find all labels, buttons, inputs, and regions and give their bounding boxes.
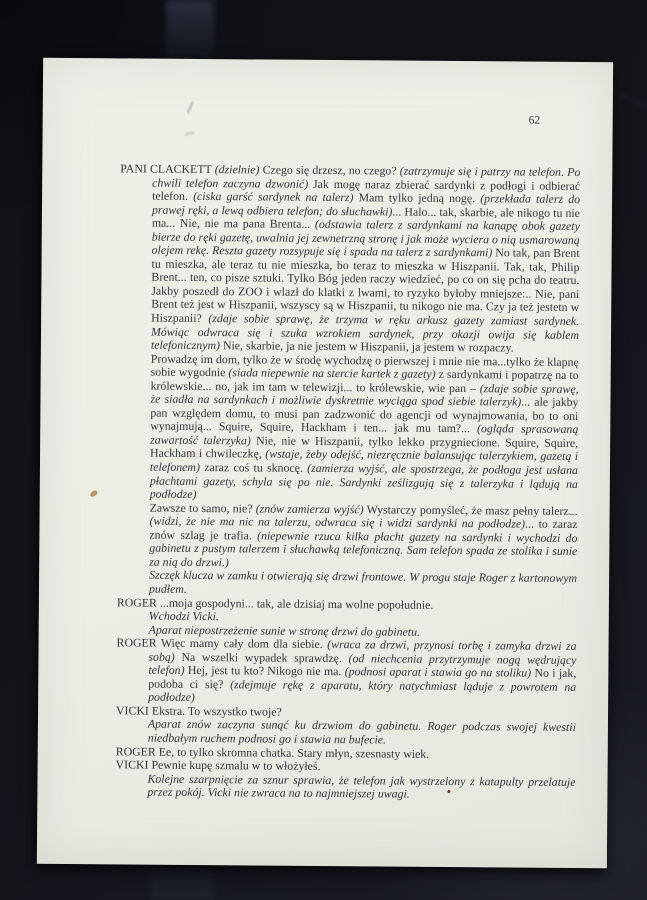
script-text bbox=[115, 162, 580, 802]
stage-direction-paragraph bbox=[118, 352, 579, 505]
dialogue-segment: Ee, to tylko skromna chatka. Stary młyn, szesnasty wiek. bbox=[158, 744, 430, 761]
stage-direction-segment: (zdaje sobie sprawę, że trzyma w ręku arkusz gazety zamiast sardynek. Mówiąc odwraca się i szuka wzrokiem sardynek, przy okazji owija się kablem telefonicznym) bbox=[150, 311, 580, 353]
stage-direction-segment: (siada niepewnie na stercie kartek z gazety) bbox=[228, 365, 436, 382]
pencil-smudge bbox=[186, 101, 194, 114]
dialogue-segment: Czego się drzesz, no czego? bbox=[259, 162, 400, 178]
stage-direction-paragraph bbox=[115, 772, 575, 803]
stage-direction-segment: (widzi, że nie ma nic na talerzu, odwraca się i widzi sardynki na podłodze) bbox=[149, 513, 526, 531]
stage-direction-segment: (zatrzymuje się i patrzy na telefon. Po chwili telefon zaczyna dzwonić) bbox=[152, 163, 581, 191]
stage-direction-paragraph bbox=[117, 501, 578, 572]
scanned-page bbox=[37, 58, 613, 868]
dialogue-segment: Więc mamy cały dom dla siebie. bbox=[160, 635, 328, 652]
speaker-name: ROGER bbox=[116, 594, 158, 610]
stage-direction-segment: Wchodzi Vicki. bbox=[148, 608, 220, 624]
dialogue-segment: Ekstra. To wszystko twoje? bbox=[151, 703, 282, 719]
stage-direction-segment: (wstaje, żeby odejść, niezręcznie balansując talerzykiem, gazetą i telefonem) bbox=[149, 447, 579, 475]
dialogue-segment: No tak, pan Brent tu mieszka, ale teraz tu nie mieszka, bo teraz to mieszka w Hiszpanii. Tak, tak, Philip Brent... ten, co pisze sztuki. Tylko Bóg jeden raczy wiedzieć, po co on się pcha do teatru. Jakby poszedł do ZOO i wlazł do klatki z lwami, to ryzyko byłoby mniejsze:.. Nie, pani Brent też jest w Hiszpanii, wszyscy są w Hiszpanii, tu nikogo nie ma. Czy ja też jestetn w Hiszpanii? bbox=[151, 245, 580, 326]
dialogue-segment: Nie, skarbie, ja nie jestem w Hiszpanii, ja jestem w rozpaczy. bbox=[219, 338, 514, 355]
dialogue-segment: Pewnie kupę szmalu w to włożyłeś. bbox=[151, 757, 321, 774]
dialogue-segment: Mam tylko jedną nogę. bbox=[353, 190, 481, 206]
stage-direction-segment: Szczęk klucza w zamku i otwierają się drzwi frontowe. W progu staje Roger z kartonowym pudłem. bbox=[148, 568, 578, 596]
speaker-name: VICKI bbox=[115, 757, 149, 772]
stage-direction-segment: (zdaje sobie sprawę, że siadła na sardynkach i możliwie dyskretnie wyciąga spod siebie talerzyk) bbox=[150, 380, 579, 409]
stage-direction-segment: (niepewnie rzuca kilka płacht gazety na sardynki i wychodzi do gabinetu z pustym talerzem i słuchawką telefoniczną. Sam telefon spada ze stolika i sunie za nią do drzwi.) bbox=[149, 528, 578, 570]
stage-direction-segment: (odstawia talerz z sardynkami na kanapę obok gazety bierze do ręki gazetę, uwalnia jej zewnetrzną stronę i jak może wyciera o nią usmarowaną olejem rekę. Reszta gazety rozsypuje się i spada na talerz z sardynkami) bbox=[151, 217, 580, 260]
speaker-name: ROGER bbox=[116, 635, 157, 650]
dialogue-segment: Na wszelki wypadek sprawdzę. bbox=[174, 649, 349, 665]
speaker-name: ROGER bbox=[115, 743, 156, 759]
dialogue-segment: Nie, nie w Hiszpanii, tylko lekko przygniecione. Squire, Squire, Hackham i chwileczkę, bbox=[150, 433, 579, 462]
stage-direction-segment: (wraca za drzwi, przynosi torbę i zamyka drzwi za sobą) bbox=[148, 637, 577, 664]
dialogue-segment: ... ale jakby pan względem domu, to musi pan zadzwonić do agencji od wynajmowania, bo to oni wynajmują... Squire, Squire, Hackham i ten... jak mu tam?... bbox=[150, 394, 579, 436]
dialogue-segment: Zawsze to samo, nie? bbox=[149, 500, 256, 516]
speaker-name: VICKI bbox=[115, 703, 149, 718]
dialogue-segment: ... to zaraz znów szlag je trafia. bbox=[149, 516, 578, 543]
stage-direction-segment: (zamierza wyjść, ale spostrzega, że podłoga jest usłana płachtami gazety, schyla się po nie. Sardynki ześlizgują się z talerzyka i lądują na podłodze) bbox=[149, 460, 579, 502]
paper-stain bbox=[89, 490, 98, 498]
stage-direction-segment: (od niechcenia przytrzymuje nogą wędrujący telefon) bbox=[148, 650, 577, 678]
light-leak-bottom bbox=[150, 862, 214, 900]
stage-direction-segment: Aparat znów zaczyna sunąć ku drzwiom do gabinetu. Roger podczas swojej kwestii niedbałym ruchem podnosi go i stawia na bufecie. bbox=[147, 717, 576, 747]
dialogue-segment: zaraz coś tu sknocę. bbox=[199, 460, 308, 475]
stage-direction-segment: (ogląda sprasowaną zawartość talerzyka) bbox=[150, 421, 579, 448]
stage-direction-segment: (dzielnie) bbox=[214, 162, 260, 177]
stage-direction-segment: (znów zamierza wyjść) bbox=[255, 501, 364, 516]
stage-direction-segment: (zdejmuje rękę z aparatu, który natychmiast ląduje z powrotem na podłodze) bbox=[148, 677, 577, 705]
dialogue-segment: ...moja gospodyni... tak, ale dzisiaj ma wolne popołudnie. bbox=[159, 595, 434, 612]
stage-direction-segment: (podnosi aparat i stawia go na stoliku) bbox=[344, 664, 532, 680]
speaker-name: PANI CLACKETT bbox=[120, 161, 212, 177]
dialogue-segment: Hej, jest tu kto? Nikogo nie ma. bbox=[184, 663, 345, 679]
dialogue-segment: Jak mogę naraz zbierać sardynki z podłogi i odbierać telefon. bbox=[152, 176, 581, 204]
stage-direction-segment: Aparat niepostrzeżenie sunie w stronę drzwi do gabinetu. bbox=[148, 622, 421, 639]
script-paragraph bbox=[116, 637, 577, 708]
page-number: 62 bbox=[528, 114, 541, 127]
dialogue-segment: ... Halo... tak, skarbie, ale nikogo tu nie ma... Nie, nie ma pana Brenta... bbox=[151, 204, 581, 232]
stage-direction-segment: (przekłada talerz do prawej ręki, a lewą odbiera telefon; do słuchawki) bbox=[151, 191, 581, 219]
script-paragraph bbox=[119, 162, 580, 355]
light-leak-top bbox=[166, 0, 214, 64]
dialogue-segment: Wystarczy pomyśleć, że masz pełny talerz... bbox=[363, 501, 578, 518]
dialogue-segment: z sardynkami i popatrzę na to królewskie... no, jak im tam w telewizji... to królewskie, wie pan – bbox=[150, 367, 579, 395]
stage-direction-segment: Kolejne szarpnięcie za sznur sprawia, że telefon jak wystrzelony z katapulty przelatuje przez pokój. Vicki nie zwraca na to najmniejszej uwagi. bbox=[147, 771, 576, 801]
dialogue-segment: Prowadzę im dom, tylko że w środę wychodzę o pierwszej i mnie nie ma...tylko że klapnę sobie wygodnie bbox=[150, 351, 579, 380]
pencil-smudge bbox=[184, 131, 194, 136]
dialogue-segment: No i jak, podoba ci się? bbox=[148, 665, 577, 692]
stage-direction-segment: (ciska garść sardynek na talerz) bbox=[193, 189, 354, 205]
